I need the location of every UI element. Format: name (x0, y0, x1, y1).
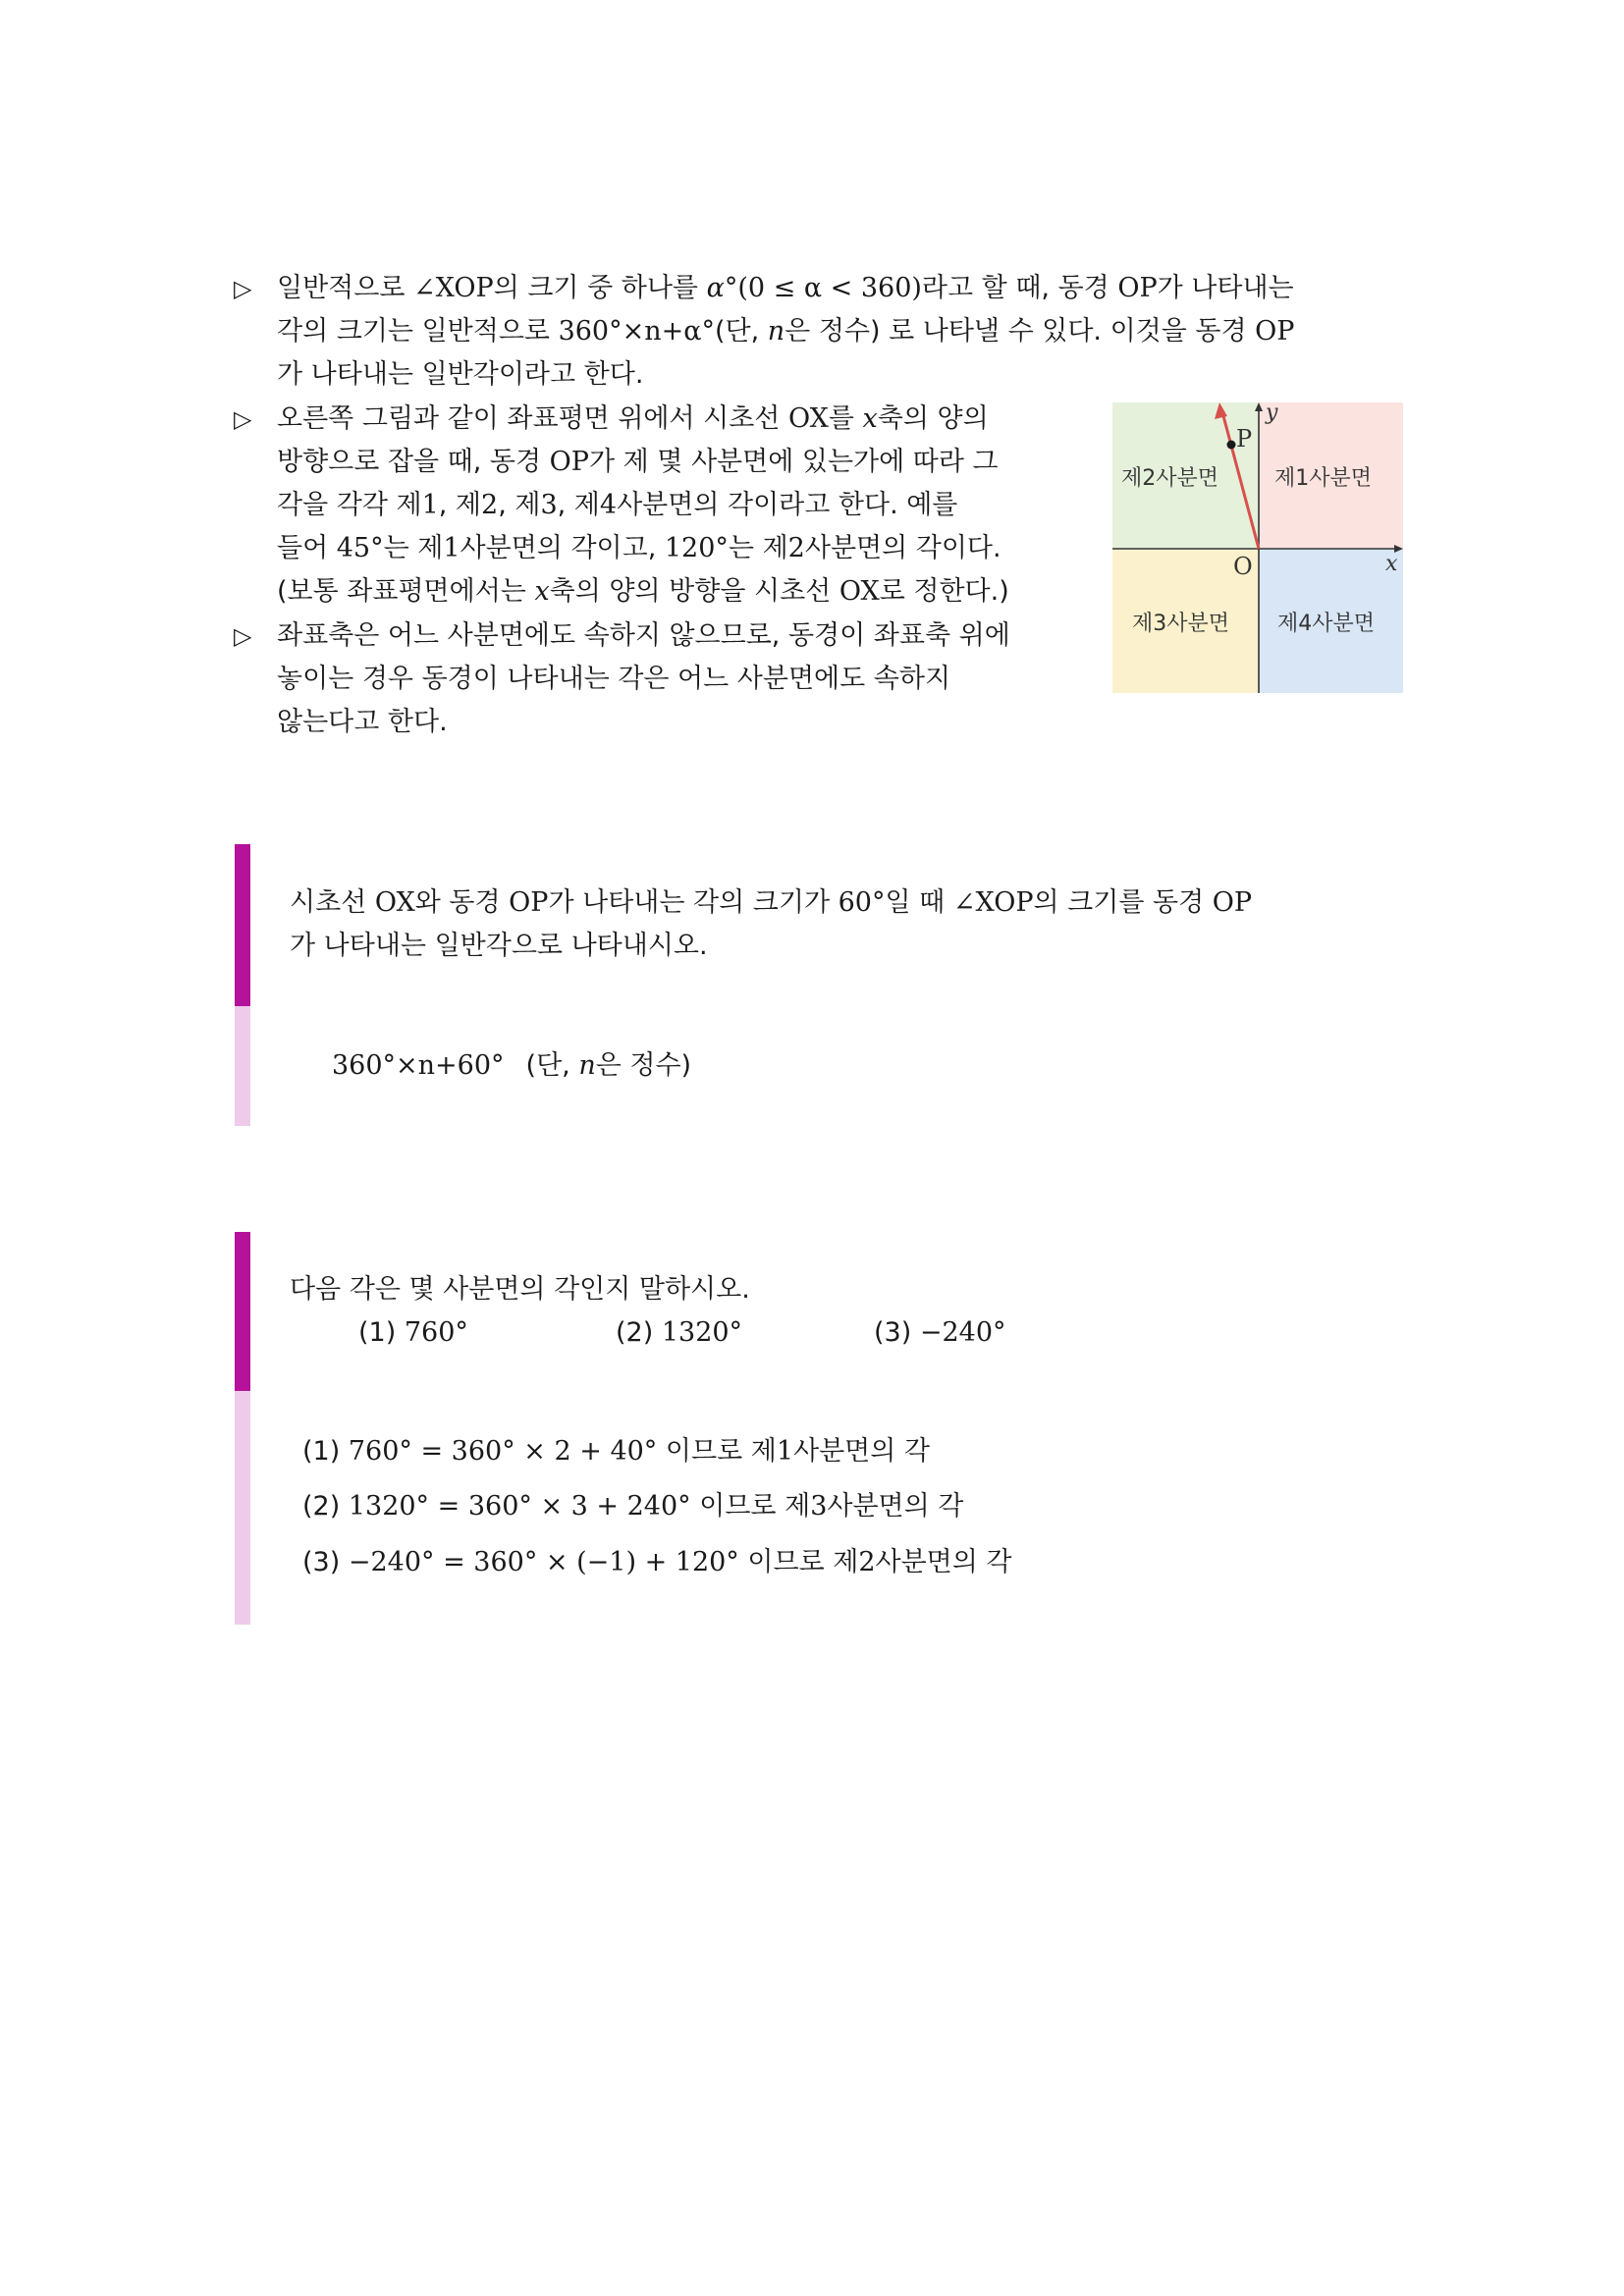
example2-item-1: (1) 760° (358, 1317, 468, 1348)
note2-line1: 오른쪽 그림과 같이 좌표평면 위에서 시초선 OX를 x축의 양의 (277, 403, 989, 434)
note2-line4: 들어 45°는 제1사분면의 각이고, 120°는 제2사분면의 각이다. (277, 533, 1001, 563)
example1-question-bar (235, 844, 250, 1006)
origin-label: O (1233, 553, 1253, 580)
note3-line3: 않는다고 한다. (277, 707, 448, 737)
example1-answer: 360°×n+60° (단, n은 정수) (332, 1050, 692, 1081)
example2-answer-2: (2) 1320° = 360° × 3 + 240° 이므로 제3사분면의 각 (302, 1491, 964, 1522)
note1-line2: 각의 크기는 일반적으로 360°×n+α°(단, n은 정수) 로 나타낼 수 있다. 이것을 동경 OP (277, 316, 1295, 347)
example2-question-bar (235, 1232, 250, 1391)
quadrant-figure (1112, 402, 1403, 693)
note1-line3: 가 나타내는 일반각이라고 한다. (277, 359, 644, 390)
point-p-dot (1227, 441, 1236, 450)
note2-line3: 각을 각각 제1, 제2, 제3, 제4사분면의 각이라고 한다. 예를 (277, 490, 958, 520)
note2-line2: 방향으로 잡을 때, 동경 OP가 제 몇 사분면에 있는가에 따라 그 (277, 447, 999, 477)
example1-answer-bar (235, 1006, 250, 1126)
point-p-label: P (1236, 425, 1253, 453)
note1-line1: 일반적으로 ∠XOP의 크기 중 하나를 α°(0 ≤ α < 360)라고 할 때, 동경 OP가 나타내는 (277, 273, 1294, 303)
quadrant-2-label: 제2사분면 (1121, 466, 1219, 491)
note2-line5: (보통 좌표평면에서는 x축의 양의 방향을 시초선 OX로 정한다.) (277, 576, 1009, 607)
example2-answer-bar (235, 1391, 250, 1625)
quadrant-4-label: 제4사분면 (1277, 612, 1376, 636)
bullet-icon: ▷ (234, 405, 252, 433)
x-axis-label: x (1385, 552, 1398, 576)
example2-answer-3: (3) −240° = 360° × (−1) + 120° 이므로 제2사분면의 각 (302, 1547, 1012, 1577)
example2-item-2: (2) 1320° (616, 1317, 743, 1348)
example1-question-line1: 시초선 OX와 동경 OP가 나타내는 각의 크기가 60°일 때 ∠XOP의 크기를 동경 OP (290, 887, 1253, 918)
y-axis-label: y (1266, 402, 1278, 425)
example2-item-3: (3) −240° (874, 1317, 1006, 1348)
quadrant-1-label: 제1사분면 (1274, 466, 1373, 491)
bullet-icon: ▷ (234, 622, 252, 650)
bullet-icon: ▷ (234, 275, 252, 302)
example2-question: 다음 각은 몇 사분면의 각인지 말하시오. (290, 1274, 750, 1305)
note3-line2: 놓이는 경우 동경이 나타내는 각은 어느 사분면에도 속하지 (277, 664, 951, 694)
quadrant-3-label: 제3사분면 (1132, 612, 1230, 636)
example1-question-line2: 가 나타내는 일반각으로 나타내시오. (290, 931, 708, 961)
note3-line1: 좌표축은 어느 사분면에도 속하지 않으므로, 동경이 좌표축 위에 (277, 620, 1010, 651)
example2-answer-1: (1) 760° = 360° × 2 + 40° 이므로 제1사분면의 각 (302, 1436, 931, 1467)
